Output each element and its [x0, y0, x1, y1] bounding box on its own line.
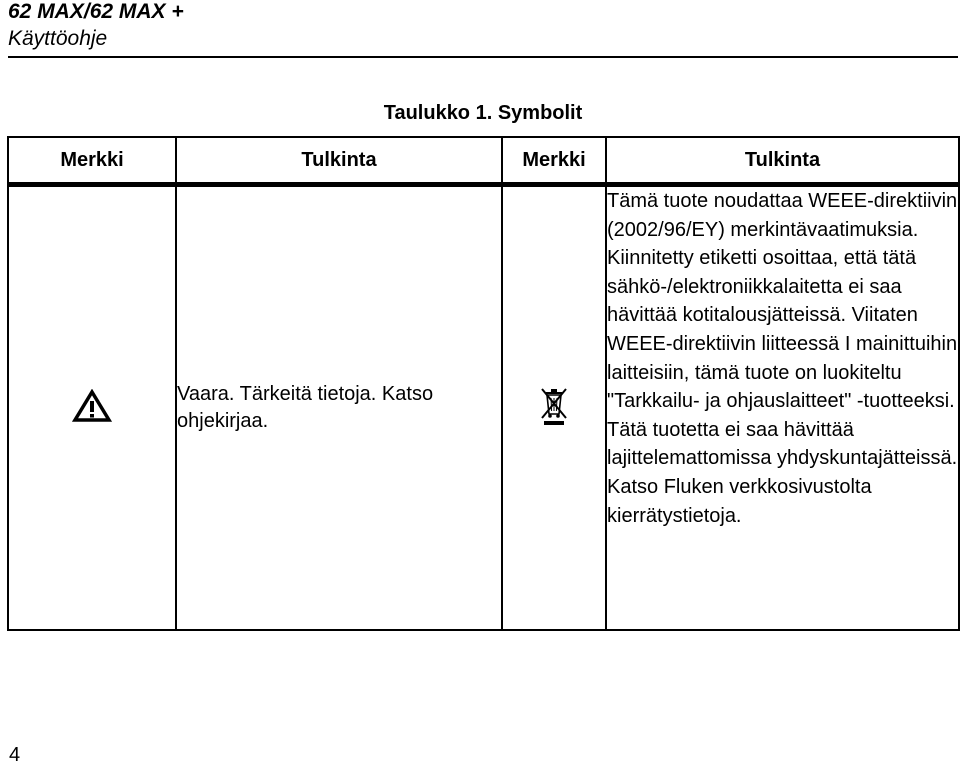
table-header-row	[8, 137, 959, 185]
description-cell	[176, 185, 502, 631]
header-divider	[8, 56, 958, 58]
column-header-description: Tulkinta	[176, 137, 502, 185]
table-row	[8, 185, 959, 631]
column-header-symbol: Merkki	[502, 137, 606, 185]
symbols-table	[7, 136, 960, 631]
table-caption: Taulukko 1. Symbolit	[383, 102, 583, 124]
column-header-symbol: Merkki	[8, 137, 176, 185]
page-header	[8, 0, 958, 56]
document-subtitle: Käyttöohje	[8, 27, 108, 50]
warning-triangle-icon	[72, 389, 112, 428]
weee-crossed-bin-icon	[539, 386, 569, 431]
document-title: 62 MAX/62 MAX +	[8, 0, 184, 23]
column-header-description: Tulkinta	[606, 137, 959, 185]
symbol-cell	[502, 185, 606, 631]
page-number: 4	[9, 744, 21, 766]
symbol-cell	[8, 185, 176, 631]
weee-description: Tämä tuote noudattaa WEEE-direktiivin (2002/96/EY) merkintävaatimuksia. Kiinnitetty etiketti osoittaa, että tätä sähkö-/elektroniikkalaitetta ei saa hävittää kotitalousjätteissä. Viitaten WEEE-direktiivin liitteessä I mainittuihin laitteisiin, tämä tuote on luokiteltu "Tarkkailu- ja ohjauslaitteet" -tuotteeksi. Tätä tuotetta ei saa hävittää lajittelemattomissa yhdyskuntajätteissä. Katso Fluken verkkosivustolta kierrätystietoja.	[607, 190, 958, 527]
warning-description: Vaara. Tärkeitä tietoja. Katso ohjekirjaa.	[177, 383, 434, 432]
description-cell	[606, 185, 959, 631]
